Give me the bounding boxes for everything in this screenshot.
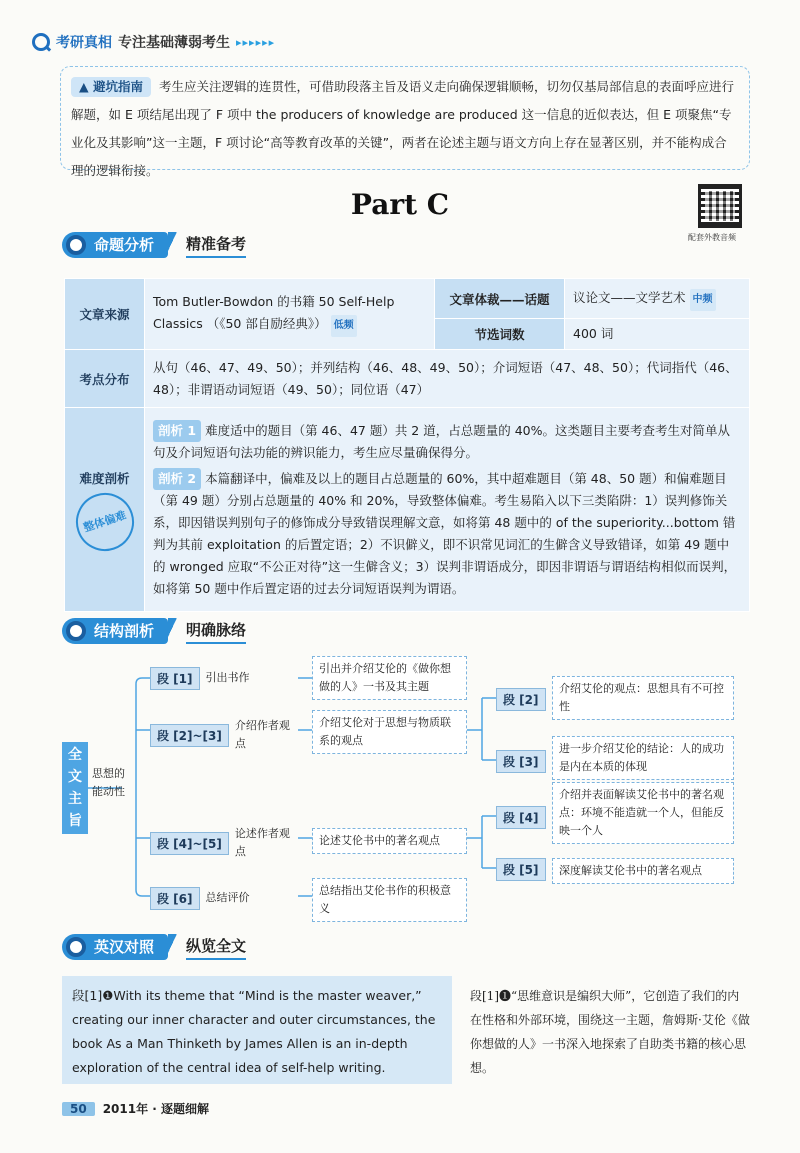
source-cell bbox=[145, 279, 435, 350]
analysis1-text: 难度适中的题目（第 46、47 题）共 2 道，占总题量的 40%。这类题目主要考查考生对简单从句及介词短语句法功能的辨识能力，考生应尽量确保得分。 bbox=[153, 422, 730, 460]
para-label: 段 [2]~[3] bbox=[150, 724, 229, 747]
difficulty-cell bbox=[145, 408, 750, 612]
section-heading-analysis bbox=[62, 232, 246, 258]
footer-text: 2011年 · 逐题细解 bbox=[102, 1102, 210, 1116]
part-title: Part C bbox=[350, 188, 450, 221]
source-tag: 低频 bbox=[331, 315, 357, 337]
points-value: 从句（46、47、49、50）；并列结构（46、48、49、50）；介词短语（47、48、50）；代词指代（46、48）；非谓语动词短语（49、50）；同位语（47） bbox=[145, 350, 750, 408]
analysis2-text: 本篇翻译中，偏难及以上的题目占总题量的 60%，其中超难题目（第 48、50 题）和偏难题目（第 49 题）分别占总题量的 40% 和 20%，导致整体偏难。考生易陷入以下三类陷阱：1）误判修饰关系，即因错误判别句子的修饰成分导致错误理解文意，如将第 48 题中的 of the superiority...bottom 错判为其前 exploitation 的后置定语；2）不识僻义，即不识常见词汇的生僻含义导致错译，如第 49 题中的 wronged 应取“不公正对待”这一生僻含义；3）误判非谓语成分，即因非谓语与谓语结构相似而误判，如将第 50 题中作后置定语的过去分词短语误判为谓语。 bbox=[153, 470, 737, 596]
main-idea-badge: 全文主旨 bbox=[62, 742, 88, 834]
para-desc: 总结评价 bbox=[205, 891, 250, 904]
para-desc: 介绍作者观点 bbox=[234, 719, 290, 750]
analysis2-label: 剖析 2 bbox=[153, 468, 201, 490]
node-p4-5 bbox=[150, 822, 299, 864]
structure-diagram bbox=[62, 650, 752, 930]
note-p2-3: 介绍艾伦对于思想与物质联系的观点 bbox=[312, 710, 467, 754]
para-label: 段 [2] bbox=[496, 688, 546, 711]
para-label: 段 [4] bbox=[496, 806, 546, 829]
para-desc: 论述作者观点 bbox=[234, 827, 290, 858]
chinese-paragraph: 段[1]❶“思维意识是编织大师”，它创造了我们的内在性格和外部环境，围绕这一主题，詹姆斯·艾伦《做你想做的人》一书深入地探索了自助类书籍的核心思想。 bbox=[470, 989, 750, 1075]
difficulty-label-cell bbox=[65, 408, 145, 612]
page-footer bbox=[62, 1100, 209, 1117]
section-heading-structure bbox=[62, 618, 246, 644]
section-subtitle: 明确脉络 bbox=[186, 619, 246, 644]
qr-caption: 配套外教音频 bbox=[688, 233, 736, 242]
header-arrows: ▸▸▸▸▸▸ bbox=[236, 35, 276, 49]
difficulty-label: 难度剖析 bbox=[79, 470, 130, 486]
genre-tag: 中频 bbox=[690, 289, 716, 311]
analysis1-label: 剖析 1 bbox=[153, 420, 201, 442]
para-label: 段 [4]~[5] bbox=[150, 832, 229, 855]
section-subtitle: 纵览全文 bbox=[186, 935, 246, 960]
note-p3: 进一步介绍艾伦的结论：人的成功是内在本质的体现 bbox=[552, 736, 734, 780]
node-p2-3 bbox=[150, 714, 299, 756]
note-p6: 总结指出艾伦书作的积极意义 bbox=[312, 878, 467, 922]
header-title: 考研真相 bbox=[56, 35, 112, 51]
para-label: 段 [3] bbox=[496, 750, 546, 773]
section-label: 命题分析 bbox=[94, 236, 155, 254]
overall-difficulty-stamp: 整体偏难 bbox=[68, 485, 141, 558]
node-p5 bbox=[496, 858, 546, 881]
points-label: 考点分布 bbox=[65, 350, 145, 408]
main-idea-text: 思想的能动性 bbox=[92, 767, 125, 798]
node-p6 bbox=[150, 886, 256, 910]
english-paragraph: 段[1]❶With its theme that “Mind is the master weaver,” creating our inner character and outer circumstances, the book As a Man Thinketh by James Allen is an in-depth exploration of the central idea of self-help writing. bbox=[62, 976, 452, 1084]
para-label: 段 [5] bbox=[496, 858, 546, 881]
magnifier-icon bbox=[66, 937, 86, 957]
para-label: 段 [1] bbox=[150, 667, 200, 690]
source-value: Tom Butler-Bowdon 的书籍 50 Self-Help Classics （《50 部自励经典》） bbox=[153, 294, 395, 331]
section-heading-bilingual bbox=[62, 934, 246, 960]
note-p4: 介绍并表面解读艾伦书中的著名观点：环境不能造就一个人，但能反映一个人 bbox=[552, 782, 734, 844]
header-subtitle: 专注基础薄弱考生 bbox=[118, 35, 230, 51]
node-p3 bbox=[496, 750, 546, 773]
page-number: 50 bbox=[62, 1102, 95, 1116]
node-p2 bbox=[496, 688, 546, 711]
note-p5: 深度解读艾伦书中的著名观点 bbox=[552, 858, 734, 884]
genre-cell bbox=[565, 279, 750, 319]
note-p4-5: 论述艾伦书中的著名观点 bbox=[312, 828, 467, 854]
note-p1: 引出并介绍艾伦的《做你想做的人》一书及其主题 bbox=[312, 656, 467, 700]
page-header bbox=[32, 32, 275, 52]
note-p2: 介绍艾伦的观点：思想具有不可控性 bbox=[552, 676, 734, 720]
qr-code-icon[interactable] bbox=[698, 184, 742, 228]
node-p4 bbox=[496, 806, 546, 829]
analysis-table bbox=[64, 278, 750, 612]
magnifier-icon bbox=[66, 621, 86, 641]
magnifier-icon bbox=[66, 235, 86, 255]
source-label: 文章来源 bbox=[65, 279, 145, 350]
tip-text: 考生应关注逻辑的连贯性，可借助段落主旨及语义走向确保逻辑顺畅，切勿仅基局部信息的表面呼应进行解题，如 E 项结尾出现了 F 项中 the producers of knowledge are produced 这一信息的近似表达，但 E 项聚焦“专业化及其影响”这一主题，F 项讨论“高等教育改革的关键”，两者在论述主题与语文方向上存在显著区别，并不能构成合理的逻辑衔接。 bbox=[71, 79, 734, 178]
para-label: 段 [6] bbox=[150, 887, 200, 910]
tip-box bbox=[60, 66, 750, 178]
node-p1 bbox=[150, 666, 256, 690]
tip-badge: ▲ 避坑指南 bbox=[71, 77, 151, 97]
para-desc: 引出书作 bbox=[205, 671, 250, 684]
search-logo-icon bbox=[32, 33, 50, 51]
section-label: 结构剖析 bbox=[94, 622, 155, 640]
section-label: 英汉对照 bbox=[94, 938, 155, 956]
genre-label: 文章体裁——话题 bbox=[435, 279, 565, 319]
words-value: 400 词 bbox=[565, 319, 750, 350]
genre-value: 议论文——文学艺术 bbox=[573, 289, 686, 305]
section-subtitle: 精准备考 bbox=[186, 233, 246, 258]
words-label: 节选词数 bbox=[435, 319, 565, 350]
